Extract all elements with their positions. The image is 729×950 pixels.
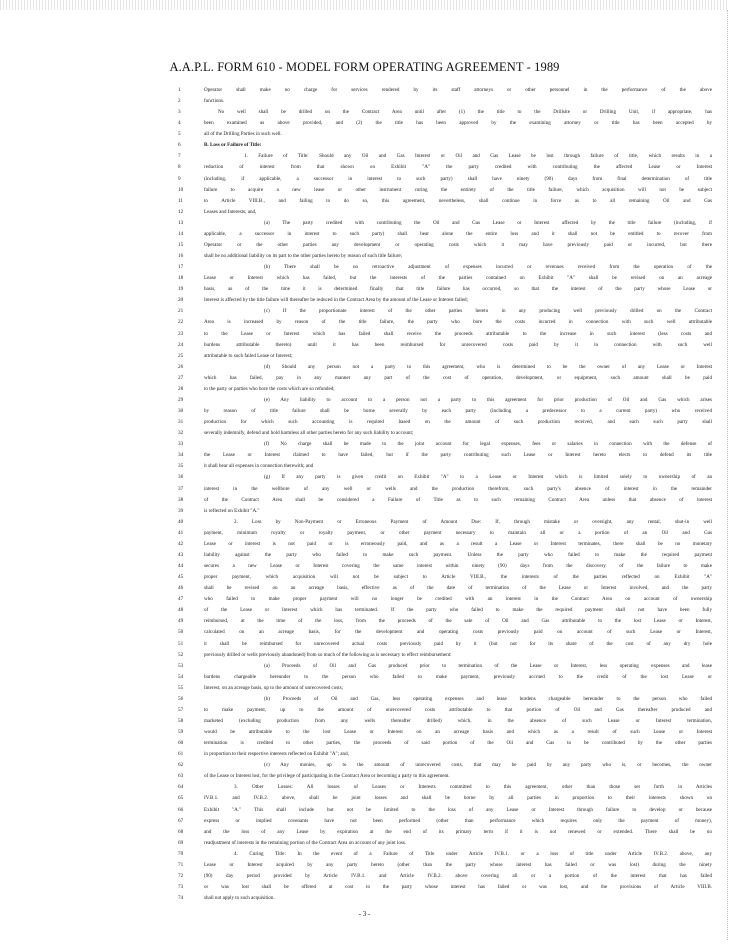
document-line — [178, 738, 712, 749]
document-line — [178, 838, 712, 849]
document-line — [178, 284, 712, 295]
line-text: Operator or the other parties any development or operating costs which it may have previously paid or incurred, but there — [204, 241, 712, 248]
line-number: 30 — [178, 408, 184, 415]
line-number: 50 — [178, 629, 184, 636]
line-number: 70 — [178, 850, 184, 857]
document-line — [178, 517, 712, 528]
line-text: Exhibit "A." This shall include but not be limited to the loss of any Lease or Interest through failure to develop or because — [204, 806, 712, 813]
document-body — [178, 85, 712, 905]
line-number: 53 — [178, 662, 184, 669]
line-number: 5 — [178, 131, 181, 138]
document-line — [178, 771, 712, 782]
document-line — [178, 373, 712, 384]
line-number: 37 — [178, 485, 184, 492]
line-number: 9 — [178, 175, 181, 182]
line-number: 69 — [178, 839, 184, 846]
document-line — [178, 450, 712, 461]
document-line — [178, 849, 712, 860]
line-text: shall not apply to such acquisition. — [204, 895, 275, 902]
line-number: 32 — [178, 430, 184, 437]
line-number: 10 — [178, 186, 184, 193]
document-line — [178, 207, 712, 218]
line-text: calculated on an acreage basis, for the development and operating costs previously paid on account of such Lease or Interest, — [204, 629, 712, 636]
document-line — [178, 306, 712, 317]
line-text: (e) Any liability to account to a person not a party to this agreement for prior production of Oil and Gas which arises — [264, 396, 712, 403]
document-line — [178, 472, 712, 483]
document-line — [178, 484, 712, 495]
line-number: 38 — [178, 496, 184, 503]
line-text: in proportion to their respective interests reflected on Exhibit "A"; and, — [204, 751, 349, 758]
line-text: or was lost shall be offered at cost to the party whose interest has failed or was lost, and the provisions of Article VIII.B. — [204, 884, 712, 891]
line-number: 64 — [178, 784, 184, 791]
line-text: applicable, a successor in interest to such party) shall bear alone the entire loss and it shall not be entitled to recover from — [204, 230, 712, 237]
document-line — [178, 185, 712, 196]
line-text: payment, minimum royalty or royalty payment, or other payment necessary to maintain all or a portion of an Oil and Gas — [204, 529, 712, 536]
document-line — [178, 583, 712, 594]
document-line — [178, 461, 712, 472]
document-line — [178, 782, 712, 793]
line-number: 73 — [178, 884, 184, 891]
line-number: 47 — [178, 596, 184, 603]
document-line — [178, 428, 712, 439]
line-text: (b) Proceeds of Oil and Gas, less operating expenses and lease burdens chargeable hereunder to the person who failed — [264, 695, 712, 702]
line-number: 74 — [178, 895, 184, 902]
document-line — [178, 893, 712, 904]
line-text: which has failed, pay in any manner any part of the cost of operation, development, or equipment, such amount shall be paid — [204, 374, 712, 381]
document-line — [178, 362, 712, 373]
document-line — [178, 882, 712, 893]
document-line — [178, 273, 712, 284]
line-text: burdens attributable thereto) until it has been reimbursed for unrecovered costs paid by it in connection with such well — [204, 341, 712, 348]
document-line — [178, 417, 712, 428]
document-line — [178, 129, 712, 140]
line-text: (a) Proceeds of Oil and Gas produced prior to termination of the Lease or Interest, less operating expenses and lease — [264, 662, 712, 669]
line-text: marketed (excluding production from any wells thereafter drilled) which, in the absence of such Lease or Interest termination, — [204, 717, 712, 724]
line-text: (d) Should any person not a party to this agreement, who is determined to be the owner of any Lease or Interest — [264, 363, 712, 370]
line-number: 61 — [178, 751, 184, 758]
line-number: 27 — [178, 374, 184, 381]
document-line — [178, 528, 712, 539]
line-text: functions. — [204, 98, 225, 105]
line-text: burdens chargeable hereunder to the person who failed to make payment, previously accrued to the credit of the lost Lease or — [204, 673, 712, 680]
line-text: 1. Failure of Title: Should any Oil and Gas Interest or Oil and Gas Lease be lost through failure of title, which results in a — [244, 153, 712, 160]
document-line — [178, 107, 712, 118]
line-text: previously drilled or wells previously abandoned) from so much of the following as is necessary to effect reimbursement: — [204, 651, 452, 658]
line-number: 11 — [178, 197, 183, 204]
document-line — [178, 495, 712, 506]
line-number: 41 — [178, 529, 184, 536]
line-number: 58 — [178, 717, 184, 724]
scan-right-border — [726, 10, 728, 940]
line-number: 28 — [178, 385, 184, 392]
line-text: by reason of title failure shall be borne severally by each party (including a predecessor to a current party) who received — [204, 408, 712, 415]
document-line — [178, 229, 712, 240]
line-number: 34 — [178, 452, 184, 459]
line-text: termination is credited to other parties, the proceeds of said portion of the Oil and Gas to be contributed by the other parties — [204, 740, 712, 747]
line-number: 65 — [178, 795, 184, 802]
document-line — [178, 572, 712, 583]
document-line — [178, 827, 712, 838]
line-text: and the loss of any Lease by expiration at the end of its primary term if it is not renewed or extended. There shall be no — [204, 828, 712, 835]
line-text: Area is increased by reason of the title failure, the party who bore the costs incurred in connection with such well attributable — [204, 319, 712, 326]
line-number: 24 — [178, 341, 184, 348]
line-number: 4 — [178, 120, 181, 127]
document-line — [178, 406, 712, 417]
document-line — [178, 716, 712, 727]
line-number: 17 — [178, 264, 184, 271]
line-number: 52 — [178, 651, 184, 658]
document-line — [178, 96, 712, 107]
line-text: attributable to such failed Lease or Interest; — [204, 352, 293, 359]
document-line — [178, 240, 712, 251]
document-line — [178, 594, 712, 605]
document-line — [178, 439, 712, 450]
line-number: 25 — [178, 352, 184, 359]
line-number: 15 — [178, 241, 184, 248]
line-text: (b) There shall be no retroactive adjustment of expenses incurred or revenues received from the operation of the — [264, 264, 712, 271]
document-line — [178, 605, 712, 616]
line-number: 51 — [178, 640, 184, 647]
line-text: secures a new Lease or Interest covering the same interest within ninety (90) days from the discovery of the failure to make — [204, 563, 712, 569]
line-text: interest in the wellbore of any well or wells and the production therefrom, such party's absence of interest in the remainder — [204, 485, 712, 492]
line-text: liability against the party who failed to make such payment. Unless the party who failed to make the required payment — [204, 551, 712, 558]
line-number: 31 — [178, 419, 184, 426]
line-text: 3. Other Losses: All losses of Leases or Interests committed to this agreement, other than those set forth in Articles — [234, 784, 712, 791]
line-number: 3 — [178, 109, 181, 116]
line-number: 21 — [178, 308, 184, 315]
line-text: severally indemnify, defend and hold harmless all other parties hereto for any such liability to account; — [204, 430, 414, 437]
line-text: reduction of interest from that shown on Exhibit "A" the party credited with contributing the affected Lease or Interest — [204, 164, 712, 171]
line-text: basis, as of the time it is determined finally that title failure has occurred, so that the interest of the party whose Lease or — [204, 286, 712, 293]
line-number: 66 — [178, 806, 184, 813]
document-line — [178, 196, 712, 207]
line-number: 46 — [178, 585, 184, 592]
document-line — [178, 639, 712, 650]
line-number: 23 — [178, 330, 184, 337]
line-number: 6 — [178, 142, 181, 149]
line-text: Operator shall make no charge for services rendered by its staff attorneys or other personnel in the performance of the above — [204, 87, 712, 93]
document-line — [178, 650, 712, 661]
line-text: shall be revised on an acreage basis, effective as of the date of termination of the Lease or Interest involved, and the party — [204, 585, 712, 592]
line-text: proper payment, which acquisition will not be subject to Article VIII.B., the interests of the parties reflected on Exhibit "A" — [204, 574, 712, 581]
line-number: 1 — [178, 87, 181, 93]
document-line — [178, 705, 712, 716]
document-line — [178, 317, 712, 328]
line-number: 48 — [178, 607, 184, 614]
line-text: reimbursed, at the time of the loss, from the proceeds of the sale of Oil and Gas attributable to the lost Lease or Interest, — [204, 618, 712, 625]
line-number: 20 — [178, 297, 184, 304]
document-line — [178, 351, 712, 362]
document-line — [178, 749, 712, 760]
line-text: (c) Any monies, up to the amount of unrecovered costs, that may be paid by any party who is, or becomes, the owner — [264, 762, 712, 769]
line-number: 71 — [178, 861, 184, 868]
line-number: 44 — [178, 563, 184, 569]
document-line — [178, 384, 712, 395]
document-line — [178, 860, 712, 871]
document-line — [178, 561, 712, 572]
line-text: production for which such accounting is required based on the amount of such production received, and each such party shall — [204, 419, 712, 426]
line-number: 7 — [178, 153, 181, 160]
line-number: 59 — [178, 729, 184, 736]
document-line — [178, 295, 712, 306]
document-line — [178, 118, 712, 129]
line-text: (a) The party credited with contributing the Oil and Gas Lease or Interest affected by the title failure (including, if — [264, 219, 712, 226]
line-number: 55 — [178, 684, 184, 691]
line-text: Lease or Interest which has failed, but the interests of the parties contained on Exhibit "A" shall be revised on an acreage — [204, 275, 712, 282]
line-number: 67 — [178, 817, 184, 824]
document-line — [178, 539, 712, 550]
document-line — [178, 793, 712, 804]
document-line — [178, 340, 712, 351]
page-number: - 3 - — [358, 910, 371, 918]
line-number: 22 — [178, 319, 184, 326]
line-text: of the Lease or Interest lost, for the privilege of participating in the Contract Area or becoming a party to this agreement. — [204, 773, 450, 780]
line-text: No well shall be drilled on the Contract Area until after (1) the title to the Drillsite or Drilling Unit, if appropriate, has — [218, 109, 712, 116]
line-text: to Article VIII.B., and failing to do so, this agreement, nevertheless, shall continue in force as to all remaining Oil and Gas — [204, 197, 712, 204]
line-number: 62 — [178, 762, 184, 769]
line-text: it shall be reimbursed for unrecovered actual costs previously paid by it (but not for its share of the cost of any dry hole — [204, 640, 712, 647]
line-number: 68 — [178, 828, 184, 835]
line-text: Interest is affected by the title failure will thereafter be reduced in the Contract Area by the amount of the Lease or Interest failed; — [204, 297, 468, 304]
line-text: of the Lease or Interest which has terminated. If the party who failed to make the required payment shall not have been fully — [204, 607, 712, 614]
line-number: 54 — [178, 673, 184, 680]
line-text: to the party or parties who bore the costs which are so refunded; — [204, 385, 335, 392]
document-line — [178, 661, 712, 672]
line-number: 42 — [178, 540, 184, 547]
document-line — [178, 262, 712, 273]
line-text: the Lease or Interest claimed to have failed, but if the party contributing such Lease or Interest hereto elects to defend its title — [204, 452, 712, 459]
line-text: of the Contract Area shall be considered a Failure of Title as to such remaining Contract Area unless that absence of interest — [204, 496, 712, 503]
document-line — [178, 395, 712, 406]
line-number: 19 — [178, 286, 184, 293]
document-line — [178, 506, 712, 517]
line-number: 40 — [178, 518, 184, 525]
line-text: IV.B.1. and IV.B.2. above, shall be joint losses and shall be borne by all parties in proportion to their interests shown on — [204, 795, 712, 802]
line-text: (f) No charge shall be made to the joint account for legal expenses, fees or salaries in connection with the defense of — [264, 441, 712, 448]
line-text: all of the Drilling Parties in such well. — [204, 131, 282, 138]
document-line — [178, 174, 712, 185]
document-line — [178, 151, 712, 162]
line-text: (including, if applicable, a successor in interest to such party) shall have ninety (90) days from final determination of title — [204, 175, 712, 182]
line-number: 33 — [178, 441, 184, 448]
document-line — [178, 694, 712, 705]
document-line — [178, 329, 712, 340]
document-line — [178, 616, 712, 627]
line-text: Leases and Interests; and, — [204, 208, 257, 215]
line-text: B. Loss or Failure of Title: — [204, 142, 262, 149]
line-text: who failed to make proper payment will no longer be credited with an interest in the Contract Area on account of ownership — [204, 596, 712, 603]
document-line — [178, 727, 712, 738]
line-number: 63 — [178, 773, 184, 780]
line-text: (c) If the proportionate interest of the other parties hereto in any producing well previously drilled on the Contract — [264, 308, 712, 315]
line-number: 36 — [178, 474, 184, 481]
line-text: failure to acquire a new lease or other instrument curing the entirety of the title failure, which acquisition will not be subject — [204, 186, 712, 193]
line-text: readjustment of interests in the remaining portion of the Contract Area on account of any joint loss. — [204, 839, 407, 846]
line-number: 12 — [178, 208, 184, 215]
line-text: to make payment, up to the amount of unrecovered costs attributable to that portion of Oil and Gas thereafter produced and — [204, 706, 712, 713]
line-text: been examined as above provided, and (2) the title has been approved by the examining attorney or title has been accepted by — [204, 120, 712, 127]
line-text: would be attributable to the lost Lease or Interest on an acreage basis and which as a result of such Lease or Interest — [204, 729, 712, 736]
line-number: 2 — [178, 98, 181, 105]
line-number: 8 — [178, 164, 181, 171]
document-line — [178, 760, 712, 771]
line-text: 4. Curing Title: In the event of a Failure of Title under Article IV.B.1. or a loss of title under Article IV.B.2. above, any — [234, 850, 712, 857]
document-line — [178, 251, 712, 262]
line-number: 26 — [178, 363, 184, 370]
document-line — [178, 140, 712, 151]
line-number: 14 — [178, 230, 184, 237]
line-text: (90) day period provided by Article IV.B.1. and Article IV.B.2. above covering all or a portion of the interest that has failed — [204, 872, 712, 879]
document-line — [178, 816, 712, 827]
line-number: 45 — [178, 574, 184, 581]
line-text: to the Lease or Interest which has failed shall receive the proceeds attributable to the increase in such interest (less costs and — [204, 330, 712, 337]
line-number: 39 — [178, 507, 184, 514]
line-number: 16 — [178, 253, 184, 260]
line-text: Interest, on an acreage basis, up to the amount of unrecovered costs; — [204, 684, 344, 691]
line-number: 56 — [178, 695, 184, 702]
document-line — [178, 871, 712, 882]
line-text: 2. Loss by Non-Payment or Erroneous Payment of Amount Due: If, through mistake or oversight, any rental, shut-in well — [234, 518, 712, 525]
line-text: Lease or Interest acquired by any party hereto (other than the party whose interest has failed or was lost) during the ninety — [204, 861, 712, 868]
line-number: 29 — [178, 396, 184, 403]
page-title: A.A.P.L. FORM 610 - MODEL FORM OPERATING AGREEMENT - 1989 — [169, 60, 560, 74]
document-line — [178, 683, 712, 694]
line-number: 43 — [178, 551, 184, 558]
line-text: express or implied covenants have not been performed (other than performance which requires only the payment of money), — [204, 817, 712, 824]
line-number: 49 — [178, 618, 184, 625]
document-line — [178, 627, 712, 638]
scan-top-border — [0, 0, 729, 10]
line-number: 35 — [178, 463, 184, 470]
line-text: (g) If any party is given credit on Exhibit "A" to a Lease or Interest which is limited solely to ownership of an — [264, 474, 712, 481]
document-line — [178, 805, 712, 816]
document-line — [178, 162, 712, 173]
document-line — [178, 218, 712, 229]
line-text: it shall bear all expenses in connection therewith; and — [204, 463, 314, 470]
line-text: Lease or interest is not paid or is erroneously paid, and as a result a Lease or Interest terminates, there shall be no monetary — [204, 540, 712, 547]
line-number: 57 — [178, 706, 184, 713]
line-number: 18 — [178, 275, 184, 282]
line-number: 13 — [178, 219, 184, 226]
line-number: 72 — [178, 872, 184, 879]
document-line — [178, 550, 712, 561]
line-number: 60 — [178, 740, 184, 747]
document-line — [178, 672, 712, 683]
line-text: shall be no additional liability on its part to the other parties hereto by reason of such title failure; — [204, 253, 403, 260]
line-text: is reflected on Exhibit "A." — [204, 507, 260, 514]
document-line — [178, 85, 712, 96]
